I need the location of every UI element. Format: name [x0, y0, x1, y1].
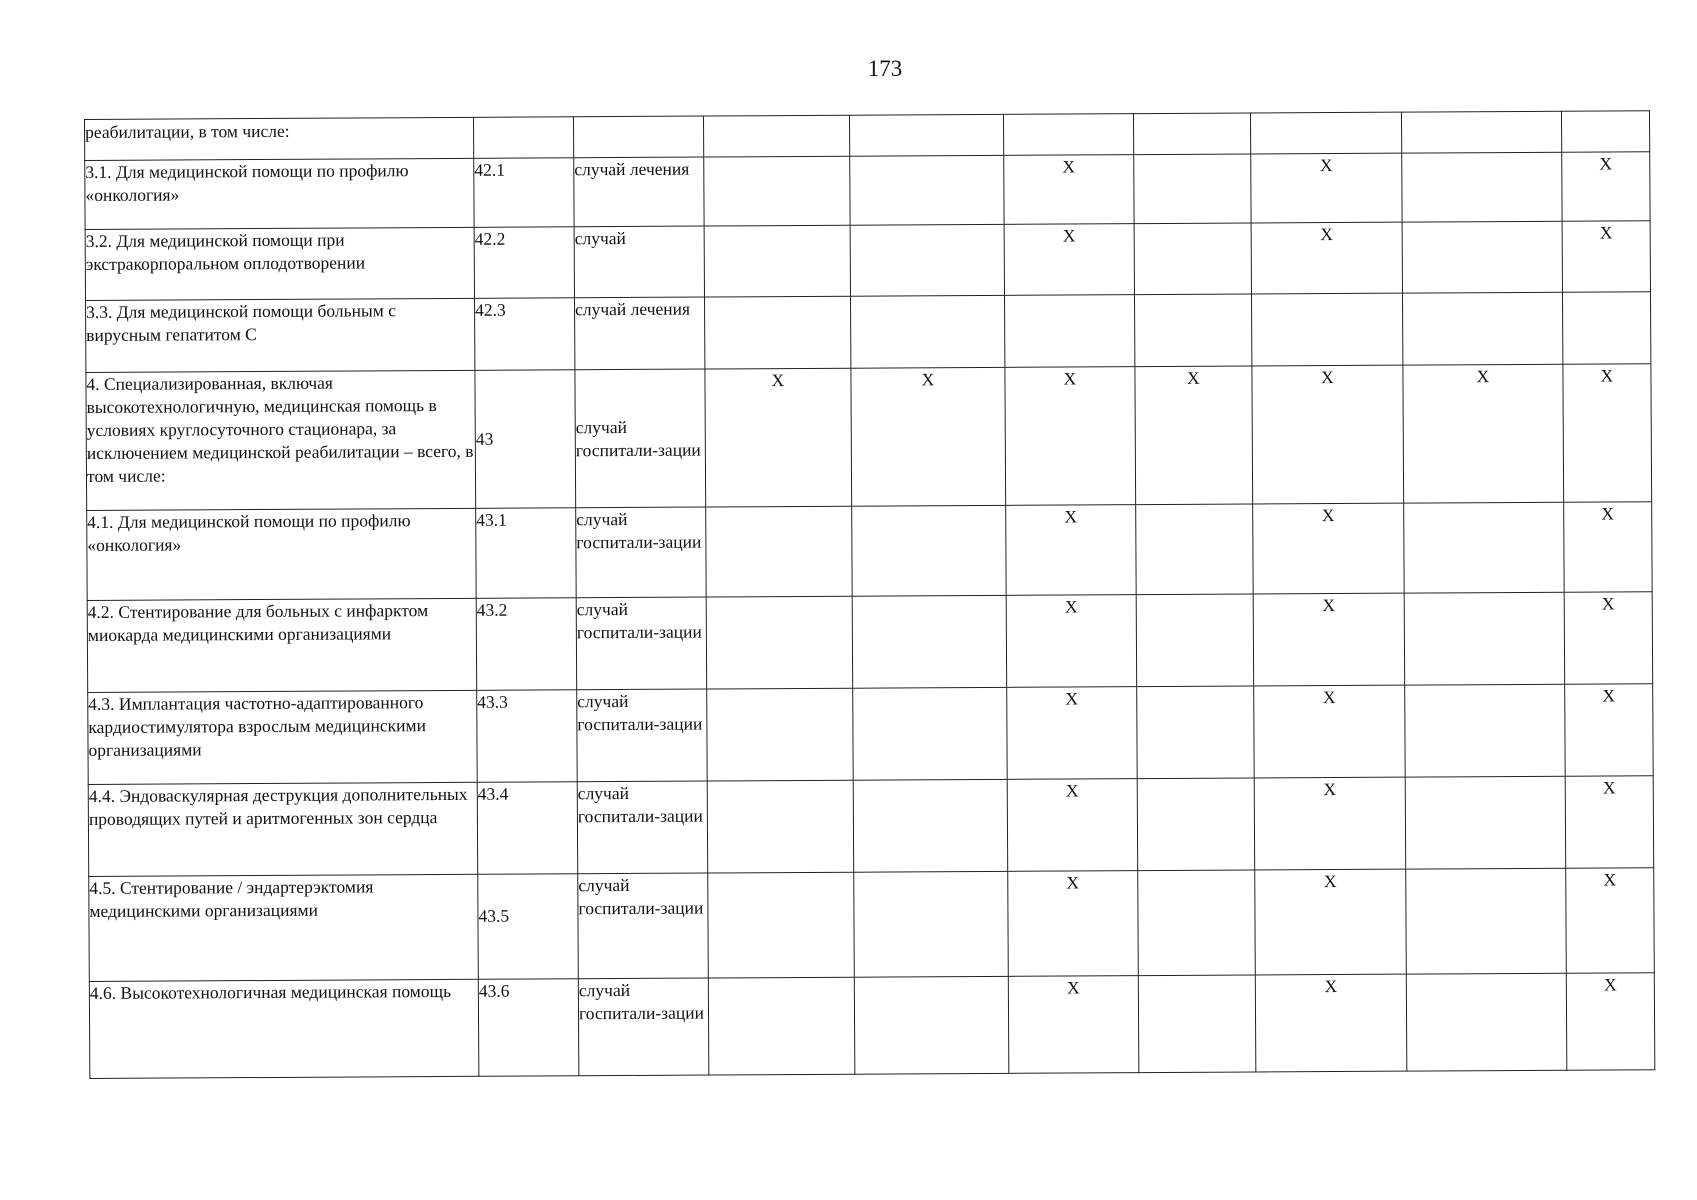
mark-cell-3: X: [1007, 779, 1138, 872]
mark-cell-4: [1137, 778, 1255, 871]
mark-cell-7: X: [1562, 221, 1650, 292]
mark-cell-7: X: [1566, 868, 1655, 973]
mark-cell-4: X: [1135, 366, 1253, 505]
mark-cell-6: [1405, 684, 1566, 777]
mark-cell-1: [704, 225, 850, 297]
data-table: [84, 110, 1655, 1079]
row-name-cell: 4.6. Высокотехнологичная медицинская помощь: [89, 979, 479, 1078]
row-unit-cell: случай госпитали-зации: [575, 369, 706, 508]
row-name-cell: 4. Специализированная, включая высокотехнологичную, медицинская помощь в условиях круглосуточного стационара, за исключением медицинской реабилитации – всего, в том числе:: [86, 370, 476, 510]
mark-cell-6: [1402, 292, 1562, 365]
mark-cell-6: [1406, 868, 1567, 974]
mark-cell-7: X: [1564, 592, 1653, 684]
mark-cell-3: [1003, 114, 1133, 156]
mark-cell-5: X: [1251, 153, 1402, 223]
table-row: [89, 973, 1655, 1079]
mark-cell-5: X: [1252, 365, 1404, 504]
mark-cell-2: [851, 295, 1005, 368]
mark-cell-2: [854, 871, 1009, 977]
mark-cell-1: [708, 872, 855, 978]
table-row: [87, 592, 1652, 693]
mark-cell-7: X: [1565, 776, 1654, 868]
table-row: [85, 221, 1650, 301]
page-number: 173: [867, 56, 903, 81]
mark-cell-1: [706, 506, 853, 597]
mark-cell-5: X: [1253, 593, 1405, 686]
table-row: [89, 868, 1655, 982]
mark-cell-7: X: [1566, 973, 1655, 1070]
row-unit-cell: [573, 116, 703, 158]
row-code-cell: 42.3: [475, 298, 575, 371]
mark-cell-1: [707, 780, 854, 873]
row-code-cell: 42.1: [474, 158, 574, 228]
mark-cell-6: [1406, 973, 1567, 1071]
mark-cell-7: [1561, 111, 1649, 152]
mark-cell-1: [703, 115, 849, 157]
table-row: [86, 364, 1652, 511]
mark-cell-6: [1404, 592, 1565, 685]
mark-cell-4: [1133, 113, 1250, 155]
mark-cell-3: X: [1006, 505, 1137, 596]
mark-cell-1: [708, 977, 855, 1075]
mark-cell-3: X: [1006, 595, 1137, 688]
mark-cell-7: X: [1563, 364, 1652, 502]
row-code-cell: 42.2: [474, 227, 574, 299]
mark-cell-5: X: [1255, 974, 1407, 1072]
mark-cell-4: [1134, 223, 1251, 295]
mark-cell-3: X: [1008, 871, 1139, 977]
row-name-cell: реабилитации, в том числе:: [85, 117, 474, 160]
row-name-cell: 4.1. Для медицинской помощи по профилю «онкология»: [87, 508, 476, 600]
row-code-cell: 43.3: [477, 690, 578, 783]
row-name-cell: 3.3. Для медицинской помощи больным с вирусным гепатитом С: [86, 298, 475, 372]
table-row: [87, 502, 1652, 601]
row-unit-cell: случай лечения: [575, 297, 705, 370]
row-code-cell: 43.5: [478, 874, 579, 980]
mark-cell-3: X: [1008, 976, 1139, 1074]
row-unit-cell: случай госпитали-зации: [578, 873, 709, 979]
mark-cell-1: [705, 296, 851, 369]
row-unit-cell: случай госпитали-зации: [576, 597, 707, 690]
mark-cell-5: [1250, 112, 1401, 154]
row-name-cell: 4.4. Эндоваскулярная деструкция дополнительных проводящих путей и аритмогенных зон сердца: [88, 782, 478, 876]
mark-cell-6: [1404, 502, 1565, 593]
row-code-cell: 43.6: [478, 979, 579, 1077]
mark-cell-5: X: [1253, 503, 1405, 594]
row-code-cell: 43: [475, 370, 576, 509]
mark-cell-3: X: [1004, 155, 1134, 225]
mark-cell-3: X: [1004, 224, 1134, 296]
mark-cell-5: X: [1251, 222, 1402, 294]
mark-cell-6: [1405, 776, 1566, 869]
mark-cell-4: [1134, 294, 1251, 367]
mark-cell-2: [854, 976, 1009, 1074]
mark-cell-6: [1401, 111, 1561, 153]
mark-cell-5: [1251, 293, 1402, 366]
mark-cell-7: X: [1564, 502, 1653, 592]
mark-cell-2: [852, 505, 1007, 596]
mark-cell-7: X: [1565, 684, 1654, 776]
row-name-cell: 4.3. Имплантация частотно-адаптированного кардиостимулятора взрослым медицинскими организациями: [88, 690, 478, 784]
mark-cell-4: [1136, 594, 1254, 687]
mark-cell-4: [1134, 154, 1251, 224]
row-name-cell: 4.2. Стентирование для больных с инфарктом миокарда медицинскими организациями: [87, 598, 477, 692]
table-row: [86, 292, 1651, 373]
mark-cell-7: X: [1562, 152, 1650, 221]
table-row: [88, 776, 1653, 877]
mark-cell-6: X: [1403, 364, 1564, 503]
table-row: [85, 152, 1650, 230]
mark-cell-3: X: [1007, 687, 1138, 780]
mark-cell-1: [707, 688, 854, 781]
mark-cell-1: [706, 596, 853, 689]
mark-cell-2: X: [851, 367, 1006, 506]
row-unit-cell: случай госпитали-зации: [576, 507, 707, 598]
mark-cell-2: [849, 114, 1003, 156]
mark-cell-7: [1562, 292, 1650, 364]
mark-cell-2: [853, 779, 1008, 872]
mark-cell-3: [1004, 295, 1134, 368]
row-name-cell: 3.1. Для медицинской помощи по профилю «онкология»: [85, 158, 474, 229]
row-code-cell: 43.1: [476, 508, 577, 599]
mark-cell-1: [704, 156, 850, 226]
mark-cell-2: [853, 687, 1008, 780]
mark-cell-4: [1136, 504, 1254, 595]
mark-cell-4: [1138, 975, 1256, 1073]
mark-cell-2: [850, 224, 1004, 296]
row-unit-cell: случай госпитали-зации: [578, 978, 709, 1076]
mark-cell-4: [1138, 870, 1256, 976]
mark-cell-1: X: [705, 368, 852, 507]
row-code-cell: [473, 117, 573, 159]
row-name-cell: 3.2. Для медицинской помощи при экстракорпоральном оплодотворении: [85, 227, 474, 300]
mark-cell-5: X: [1254, 777, 1406, 870]
row-code-cell: 43.4: [477, 782, 578, 875]
mark-cell-4: [1137, 686, 1255, 779]
row-unit-cell: случай: [574, 226, 704, 298]
row-unit-cell: случай госпитали-зации: [577, 781, 708, 874]
row-name-cell: 4.5. Стентирование / эндартерэктомия медицинскими организациями: [89, 874, 479, 981]
mark-cell-2: [852, 595, 1007, 688]
mark-cell-5: X: [1255, 869, 1407, 975]
mark-cell-5: X: [1254, 685, 1406, 778]
row-code-cell: 43.2: [476, 598, 577, 691]
mark-cell-6: [1402, 152, 1562, 222]
row-unit-cell: случай госпитали-зации: [577, 689, 708, 782]
table-row: [88, 684, 1653, 785]
mark-cell-3: X: [1005, 367, 1136, 506]
mark-cell-2: [850, 155, 1004, 225]
mark-cell-6: [1402, 221, 1562, 293]
row-unit-cell: случай лечения: [574, 157, 704, 227]
